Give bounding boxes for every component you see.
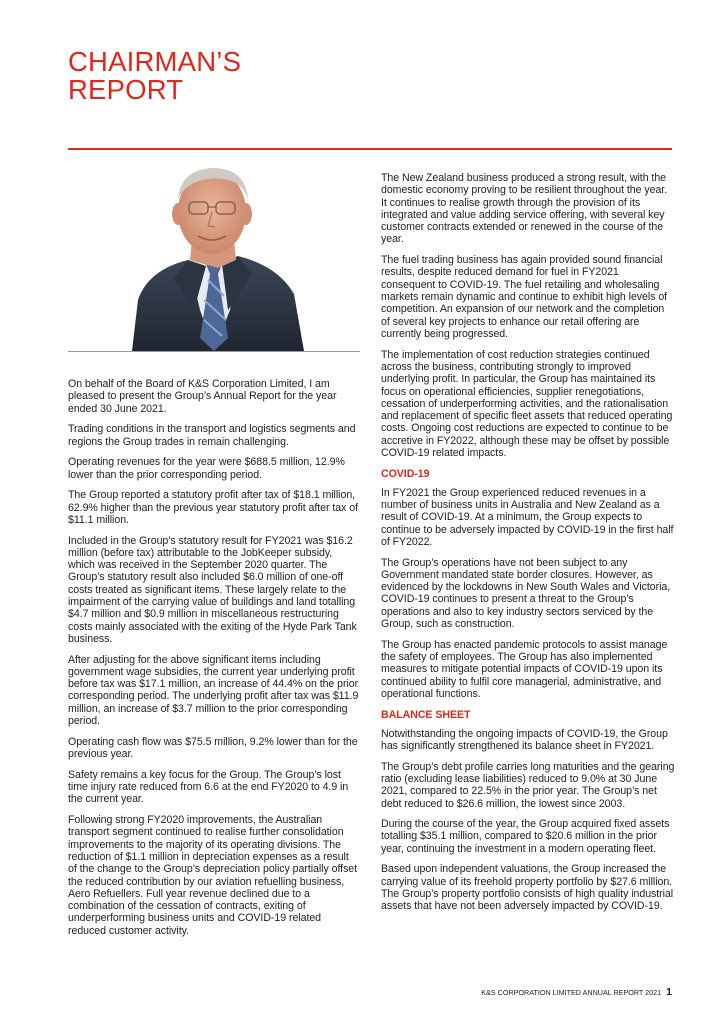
footer-report-name: K&S CORPORATION LIMITED ANNUAL REPORT 2021	[481, 988, 662, 997]
page-title	[68, 48, 241, 104]
paragraph-greeting: On behalf of the Board of K&S Corporation Limited, I am pleased to present the Group’s Annual Report for the year ended 30 June 2021.	[68, 378, 337, 415]
paragraph-safety: Safety remains a key focus for the Group. The Group’s lost time injury rate reduced from 6.6 at the end FY2020 to 4.9 in the current year.	[68, 768, 349, 806]
paragraph-new-zealand: The New Zealand business produced a strong result, with the domestic economy proving to be resilient throughout the year. It continues to realise growth through the provision of its integrated and value adding service offering, with several key customer contracts extended or renewed in the course of the year.	[381, 172, 668, 246]
paragraph-cash-flow: Operating cash flow was $75.5 million, 9.2% lower than for the previous year.	[68, 735, 358, 761]
paragraph-australian-transport: Following strong FY2020 improvements, the Australian transport segment continued to realise further consolidation improvements to the majority of its operating divisions. The reduction of $1.1 million in depreciation expenses as a result of the change to the Group’s depreciation policy partially offset the reduced contribution by our aviation refuelling business, Aero Refuellers. Full year revenue declined due to a combination of the cessation of contracts, exiting of underperforming business units and COVID-19 related reduced customer activity.	[68, 814, 358, 937]
paragraph-statutory-profit: The Group reported a statutory profit after tax of $18.1 million, 62.9% higher than the previous year statutory profit after tax of $11.1 million.	[68, 489, 359, 526]
section-heading-balance-sheet: BALANCE SHEET	[381, 708, 471, 721]
chairman-portrait	[68, 160, 360, 351]
portrait-baseline	[68, 351, 360, 352]
left-text-column	[68, 378, 360, 945]
page-title-line-1: CHAIRMAN’S	[68, 46, 242, 77]
paragraph-significant-items: Included in the Group’s statutory result for FY2021 was $16.2 million (before tax) attributable to the JobKeeper subsidy, which was received in the September 2020 quarter. The Group’s statutory result also included $6.0 million of one-off costs treated as significant items. These largely relate to the impairment of the carrying value of buildings and land totalling $4.7 million and $0.9 million in miscellaneous restructuring costs mainly associated with the exiting of the Hyde Park Tank business.	[68, 534, 357, 645]
paragraph-property-portfolio: Based upon independent valuations, the Group increased the carrying value of its freehold property portfolio by $27.6 million. The Group’s property portfolio consists of high quality industrial assets that have not been adversely impacted by COVID-19.	[381, 863, 674, 913]
paragraph-operating-revenues: Operating revenues for the year were $688.5 million, 12.9% lower than the prior corresponding period.	[68, 456, 345, 481]
title-divider	[68, 148, 672, 150]
paragraph-covid-revenues: In FY2021 the Group experienced reduced revenues in a number of business units in Australia and New Zealand as a result of COVID-19. At a minimum, the Group expects to continue to be adversely impacted by COVID-19 in the first half of FY2022.	[381, 486, 674, 548]
page-title-line-2: REPORT	[68, 74, 184, 105]
paragraph-balance-strengthened: Notwithstanding the ongoing impacts of COVID-19, the Group has significantly strengthened its balance sheet in FY2021.	[381, 727, 668, 752]
page-number: 1	[666, 986, 672, 998]
paragraph-cost-reduction: The implementation of cost reduction strategies continued across the business, contributing strongly to improved underlying profit. In particular, the Group has maintained its focus on operational efficiencies, supplier renegotiations, cessation of underperforming activities, and the rationalisation and replacement of specific fleet assets that reduced operating costs. Ongoing cost reductions are expected to continue to be accretive in FY2022, although these may be offset by possible COVID-19 related impacts.	[381, 348, 673, 460]
page-footer	[481, 987, 672, 998]
paragraph-underlying-profit: After adjusting for the above significant items including government wage subsidies, the current year underlying profit before tax was $17.1 million, an increase of 44.4% on the prior corresponding period. The underlying profit after tax was $11.9 million, an increase of $3.7 million to the prior corresponding period.	[68, 653, 359, 728]
right-text-column	[381, 172, 675, 921]
paragraph-fixed-assets: During the course of the year, the Group acquired fixed assets totalling $35.1 million, compared to $20.6 million in the prior year, continuing the investment in a modern operating fleet.	[381, 818, 670, 855]
paragraph-trading-conditions: Trading conditions in the transport and logistics segments and regions the Group trades in remain challenging.	[68, 423, 356, 448]
paragraph-covid-protocols: The Group has enacted pandemic protocols to assist manage the safety of employees. The Group has also implemented measures to mitigate potential impacts of COVID-19 upon its continued ability to fulfil core managerial, administrative, and operational functions.	[381, 638, 668, 700]
paragraph-covid-operations: The Group’s operations have not been subject to any Government mandated state border closures. However, as evidenced by the lockdowns in New South Wales and Victoria, COVID-19 continues to present a threat to the Group’s operations and also to key industry sectors serviced by the Group, such as construction.	[381, 556, 671, 631]
paragraph-fuel-trading: The fuel trading business has again provided sound financial results, despite reduced demand for fuel in FY2021 consequent to COVID-19. The fuel retailing and wholesaling markets remain dynamic and continue to exhibit high levels of competition. An expansion of our network and the completion of several key projects to enhance our retail offering are currently being progressed.	[381, 254, 668, 340]
paragraph-debt-profile: The Group’s debt profile carries long maturities and the gearing ratio (excluding lease liabilities) reduced to 9.0% at 30 June 2021, compared to 22.5% in the prior year. The Group’s net debt reduced to $26.6 million, the lowest since 2003.	[381, 760, 675, 810]
section-heading-covid: COVID-19	[381, 467, 430, 480]
